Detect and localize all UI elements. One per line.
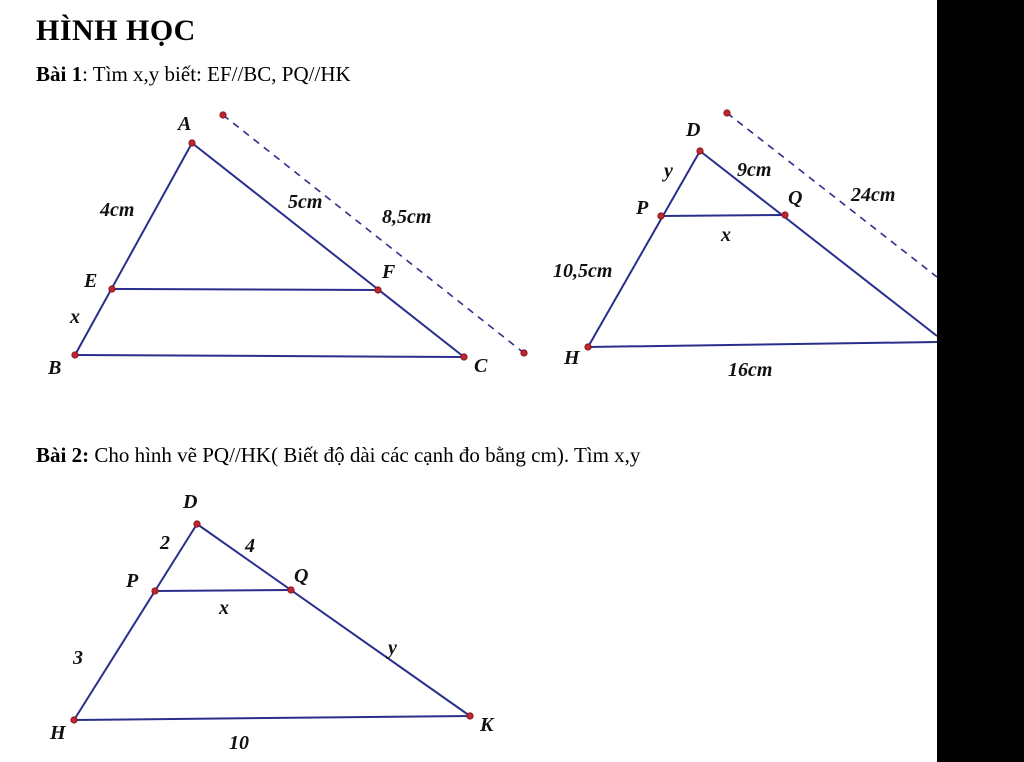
figure-1 — [47, 112, 527, 379]
label-D: D — [686, 119, 701, 141]
point-F — [375, 287, 381, 293]
length-DQ: 9cm — [737, 159, 772, 181]
length-HK: 10 — [229, 732, 249, 754]
figure-3 — [49, 491, 495, 754]
length-PH: 3 — [73, 647, 83, 669]
point-E — [109, 286, 115, 292]
segment-DH — [588, 151, 700, 347]
label-C: C — [474, 355, 488, 377]
length-DQ: 4 — [245, 535, 255, 557]
point-C — [461, 354, 467, 360]
segment-PQ — [155, 590, 291, 591]
label-F: F — [382, 261, 396, 283]
problem-1-text: : Tìm x,y biết: EF//BC, PQ//HK — [82, 62, 351, 86]
length-AC-dashed: 8,5cm — [382, 206, 432, 228]
problem-1-label: Bài 1 — [36, 62, 83, 86]
point-D — [697, 148, 703, 154]
segment-DH — [74, 524, 197, 720]
point-H — [71, 717, 77, 723]
label-D: D — [183, 491, 198, 513]
black-side-bar — [937, 0, 1024, 762]
dash-endpoint-bottom — [521, 350, 527, 356]
segment-DK — [197, 524, 470, 716]
segment-EF — [112, 289, 378, 290]
label-K: K — [480, 714, 494, 736]
length-PQ: x — [219, 597, 229, 619]
point-Q — [288, 587, 294, 593]
figure-2 — [553, 110, 937, 381]
segment-AB — [75, 143, 192, 355]
segment-PQ — [661, 215, 785, 216]
label-P: P — [636, 197, 649, 219]
label-Q: Q — [788, 187, 803, 209]
label-A: A — [178, 113, 192, 135]
length-DP: 2 — [160, 532, 170, 554]
label-B: B — [48, 357, 62, 379]
length-PQ: x — [721, 224, 731, 246]
length-PH: 10,5cm — [553, 260, 613, 282]
point-H — [585, 344, 591, 350]
point-D — [194, 521, 200, 527]
dash-endpoint-top — [220, 112, 226, 118]
point-P — [658, 213, 664, 219]
label-Q: Q — [294, 565, 309, 587]
label-E: E — [84, 270, 98, 292]
label-P: P — [126, 570, 139, 592]
label-H: H — [50, 722, 66, 744]
length-AE: 4cm — [100, 199, 135, 221]
problem-2-text: Cho hình vẽ PQ//HK( Biết độ dài các cạnh đo bằng cm). Tìm x,y — [89, 443, 641, 467]
segment-DK — [700, 151, 937, 336]
length-DK-dashed: 24cm — [851, 184, 896, 206]
length-AF: 5cm — [288, 191, 323, 213]
length-QK: y — [388, 637, 397, 659]
dashed-guide-DK — [727, 113, 937, 277]
point-B — [72, 352, 78, 358]
segment-HK — [588, 342, 937, 347]
dashed-guide-AC — [223, 115, 524, 353]
dash-endpoint-top — [724, 110, 730, 116]
segment-AC — [192, 143, 464, 357]
point-K — [467, 713, 473, 719]
point-Q — [782, 212, 788, 218]
length-DP: y — [664, 160, 673, 182]
point-A — [189, 140, 195, 146]
page-title: HÌNH HỌC — [36, 14, 196, 47]
length-HK: 16cm — [728, 359, 773, 381]
label-H: H — [564, 347, 580, 369]
point-P — [152, 588, 158, 594]
problem-2-label: Bài 2: — [36, 443, 90, 467]
length-EB: x — [70, 306, 80, 328]
segment-HK — [74, 716, 470, 720]
segment-BC — [75, 355, 464, 357]
